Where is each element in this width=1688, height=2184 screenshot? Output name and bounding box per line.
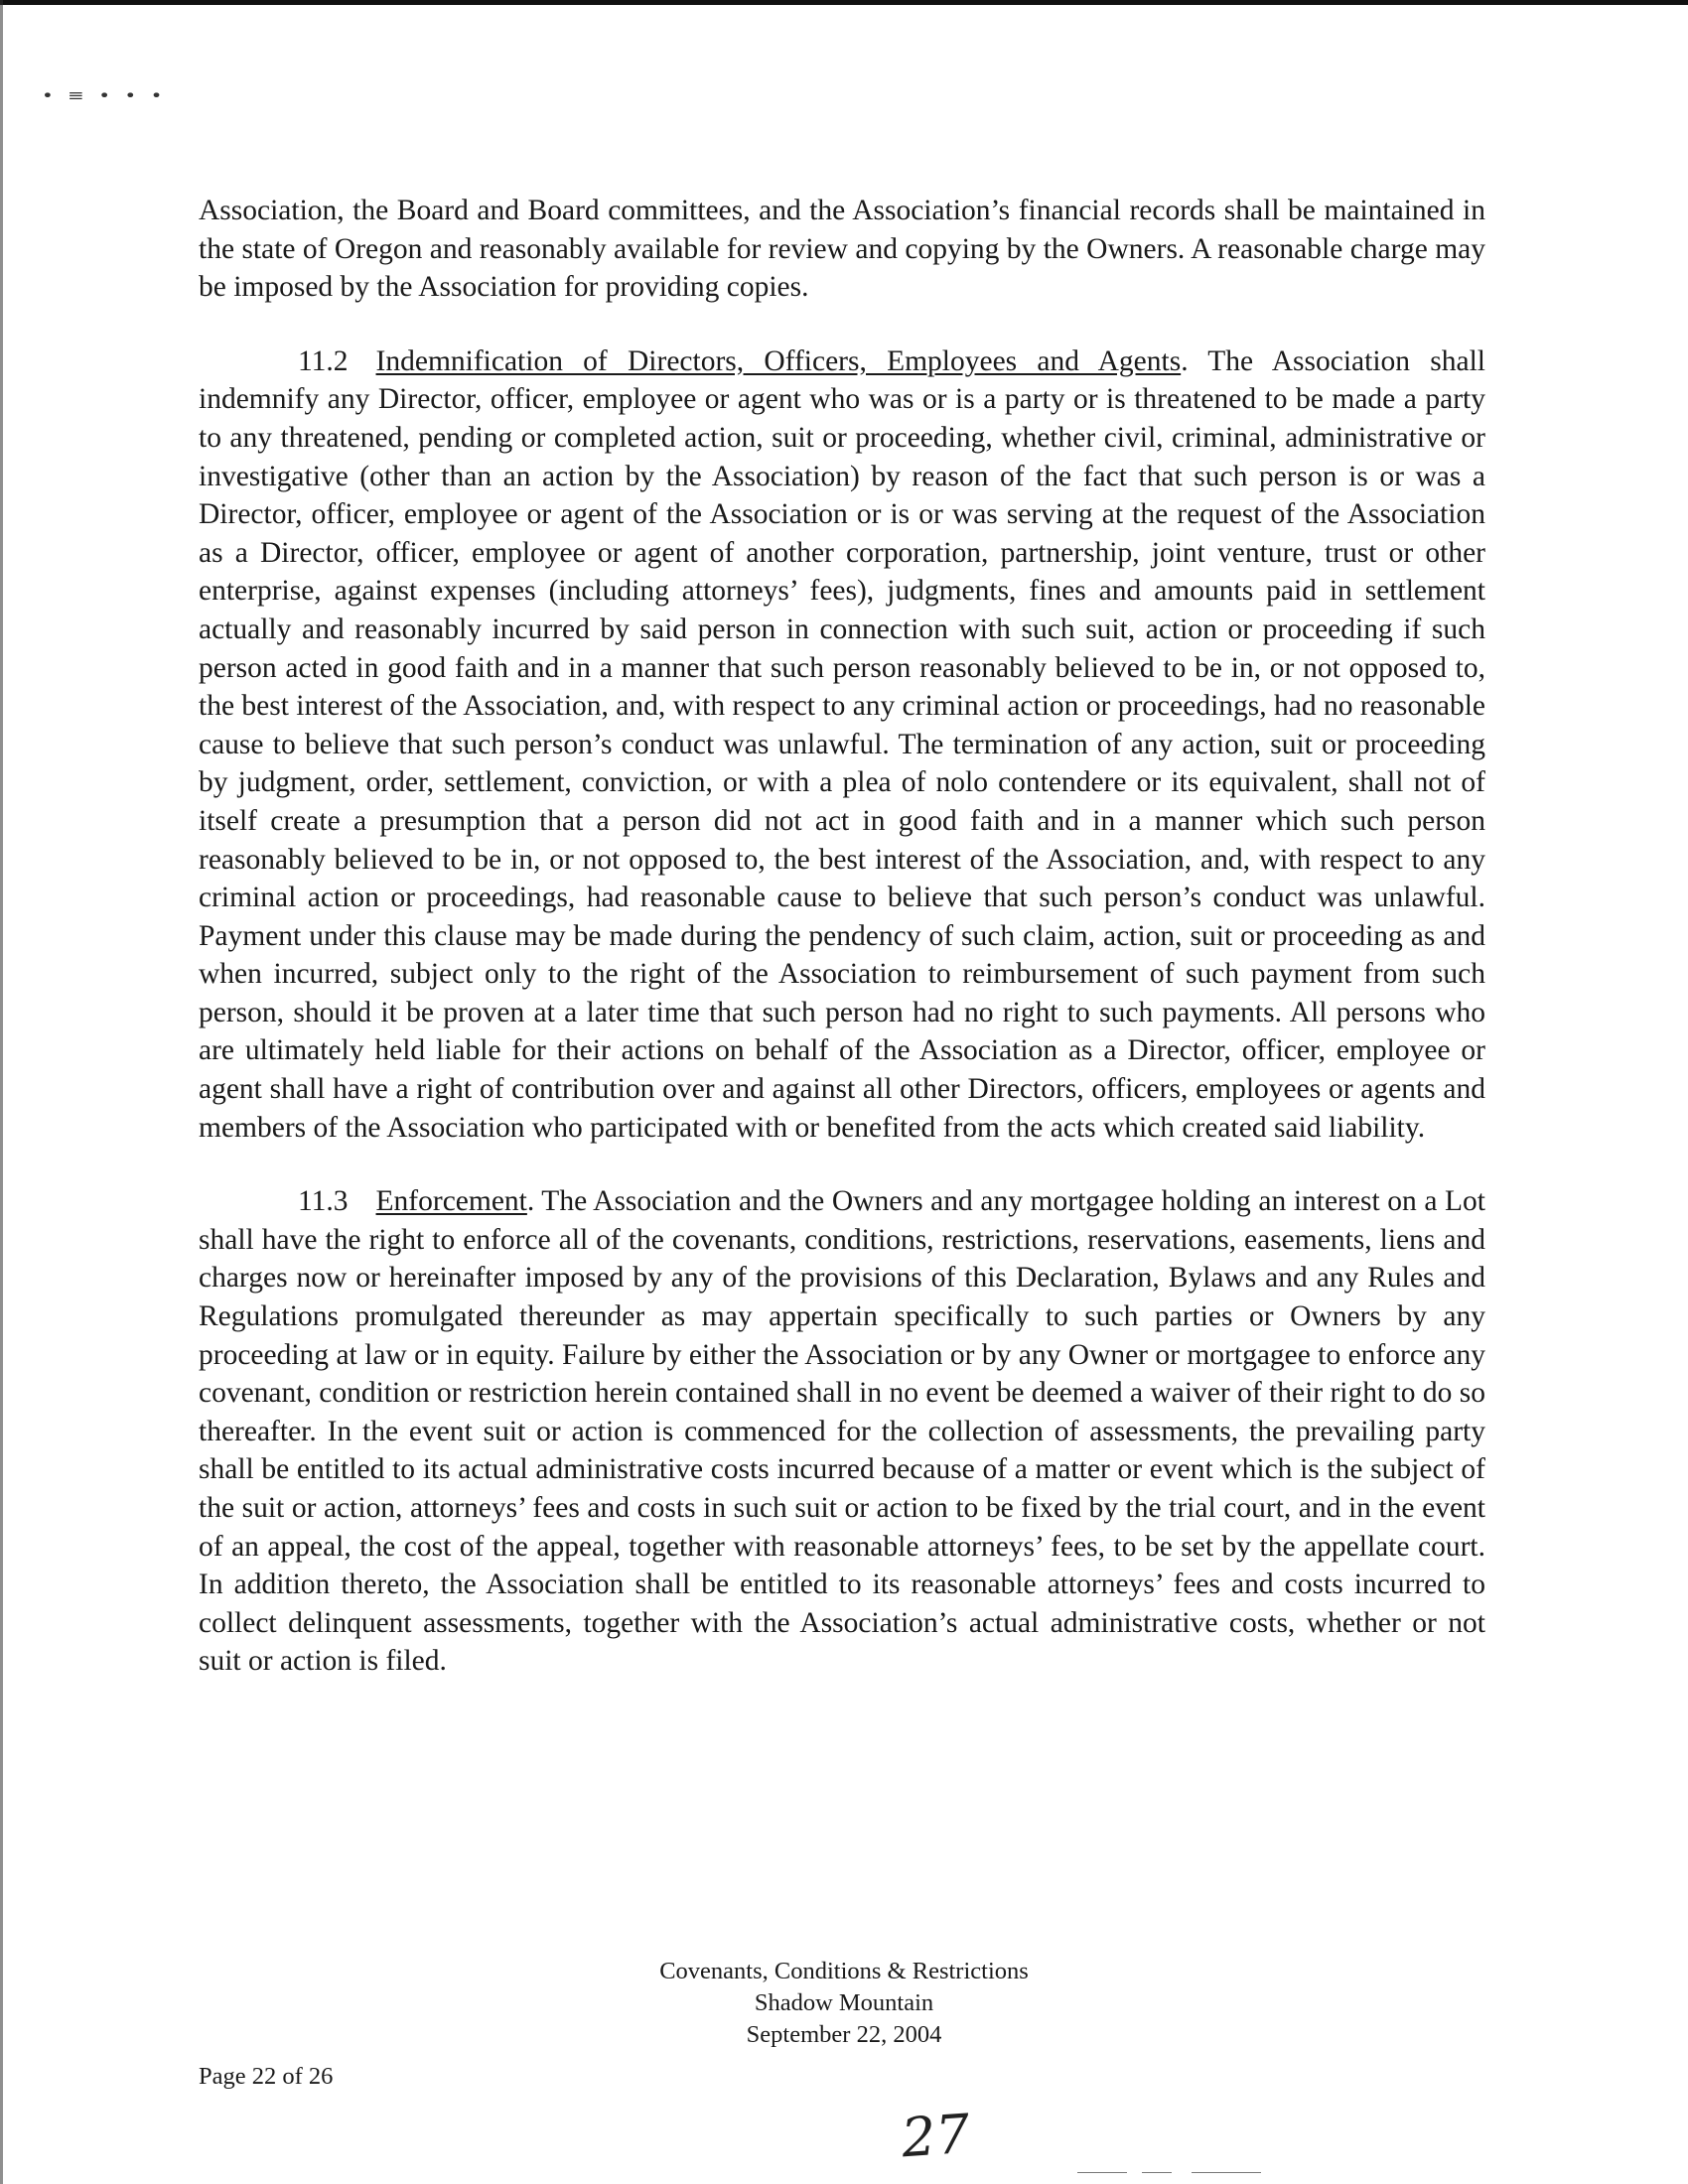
page-number: Page 22 of 26 [199,2063,334,2090]
footer-title: Covenants, Conditions & Restrictions [659,1958,1029,1984]
section-11-3 [199,1182,1485,1681]
handwritten-page-number: 27 [899,2102,972,2170]
document-body [199,192,1485,1681]
scan-left-border [0,0,3,2184]
paragraph-intro: Association, the Board and Board committees, and the Association’s financial records shall be maintained in the state of Oregon and reasonably available for review and copying by the Owners. A reasonable charge may be imposed by the Association for providing copies. [199,195,1485,304]
scan-artifact-marks: • ≡ • • • [42,85,167,105]
section-body: . The Association and the Owners and any mortgagee holding an interest on a Lot shall have the right to enforce all of the covenants, conditions, restrictions, reservations, easements, liens and charges now or hereinafter imposed by any of the provisions of this Declaration, Bylaws and any Rules and Regulations promulgated thereunder as may appertain specifically to such parties or Owners by any proceeding at law or in equity. Failure by either the Association or by any Owner or mortgagee to enforce any covenant, condition or restriction herein contained shall in no event be deemed a waiver of their right to do so thereafter. In the event suit or action is commenced for the collection of assessments, the prevailing party shall be entitled to its actual administrative costs incurred because of a matter or event which is the subject of the suit or action, attorneys’ fees and costs in such suit or action to be fixed by the trial court, and in the event of an appeal, the cost of the appeal, together with reasonable attorneys’ fees, to be set by the appellate court. In addition thereto, the Association shall be entitled to its reasonable attorneys’ fees and costs incurred to collect delinquent assessments, together with the Association’s actual administrative costs, whether or not suit or action is filed. [199,1185,1485,1678]
section-number: 11.3 [298,1185,349,1218]
footer-document-info [546,1956,1142,2051]
section-title: Indemnification of Directors, Officers, Employees and Agents [375,344,1182,377]
footer-project: Shadow Mountain [754,1989,934,2016]
section-number: 11.2 [298,344,349,377]
scan-dash-mark [1192,2172,1261,2173]
scan-top-border [0,0,1688,5]
section-body: . The Association shall indemnify any Director, officer, employee or agent who was or is a party or is threatened to be made a party to any threatened, pending or completed action, suit or proceeding, whether civil, criminal, administrative or investigative (other than an action by the Association) by reason of the fact that such person is or was a Director, officer, employee or agent of the Association or is or was serving at the request of the Association as a Director, officer, employee or agent of another corporation, partnership, joint venture, trust or other enterprise, against expenses (including attorneys’ fees), judgments, fines and amounts paid in settlement actually and reasonably incurred by said person in connection with such suit, action or proceeding if such person acted in good faith and in a manner that such person reasonably believed to be in, or not opposed to, the best interest of the Association, and, with respect to any criminal action or proceedings, had no reasonable cause to believe that such person’s conduct was unlawful. The termination of any action, suit or proceeding by judgment, order, settlement, conviction, or with a plea of nolo contendere or its equivalent, shall not of itself create a presumption that a person did not act in good faith and in a manner which such person reasonably believed to be in, or not opposed to, the best interest of the Association, and, with respect to any criminal action or proceedings, had reasonable cause to believe that such person’s conduct was unlawful. Payment under this clause may be made during the pendency of such claim, action, suit or proceeding as and when incurred, subject only to the right of the Association to reimbursement of such payment from such person, should it be proven at a later time that such person had no right to such payments. All persons who are ultimately held liable for their actions on behalf of the Association as a Director, officer, employee or agent shall have a right of contribution over and against all other Directors, officers, employees or agents and members of the Association who participated with or benefited from the acts which created said liability. [199,344,1485,1144]
section-title: Enforcement [375,1185,527,1218]
scan-dash-mark [1142,2172,1172,2173]
scan-dash-mark [1077,2172,1127,2173]
footer-date: September 22, 2004 [746,2021,942,2048]
section-11-2 [199,342,1485,1147]
